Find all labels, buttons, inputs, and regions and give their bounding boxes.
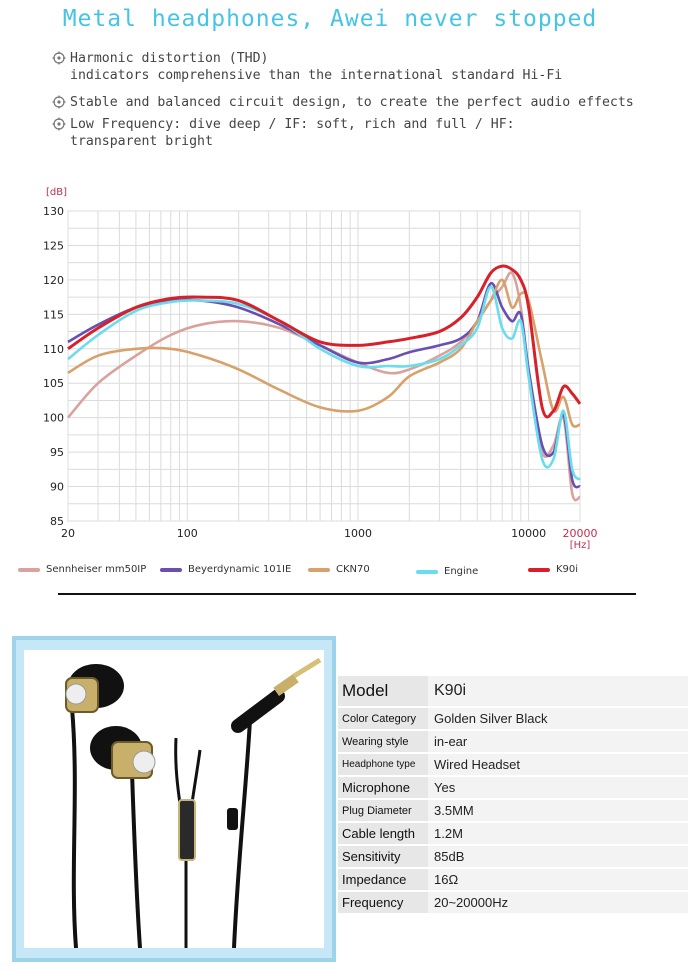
legend-swatch [308, 568, 330, 572]
spec-table [338, 674, 688, 915]
y-tick-label: 85 [50, 515, 64, 528]
legend-label: K90i [556, 564, 579, 575]
spec-value: 1.2M [428, 823, 688, 844]
y-tick-label: 105 [43, 377, 64, 391]
gear-bullet-icon [52, 51, 66, 65]
legend-item-k90i [528, 564, 578, 575]
spec-value: K90i [428, 676, 688, 706]
product-photo-frame [12, 636, 336, 962]
x-tick-label: 20000 [562, 527, 598, 540]
legend-swatch [528, 568, 550, 572]
y-tick-label: 115 [43, 308, 64, 322]
legend-item-ckn70 [308, 564, 370, 575]
spec-value: Yes [428, 777, 688, 798]
spec-row-plug [338, 800, 688, 821]
spec-row-type [338, 754, 688, 775]
spec-key: Plug Diameter [338, 800, 428, 821]
chart-grid [68, 211, 580, 521]
spec-key: Color Category [338, 708, 428, 729]
spec-key: Microphone [338, 777, 428, 798]
y-tick-label: 125 [43, 239, 64, 253]
spec-key: Frequency [338, 892, 428, 913]
y-axis-label: [dB] [46, 187, 68, 198]
earphones-illustration-icon [24, 650, 324, 948]
y-tick-label: 130 [43, 205, 64, 218]
spec-value: 85dB [428, 846, 688, 867]
page-title: Metal headphones, Awei never stopped [62, 6, 598, 32]
spec-value: 3.5MM [428, 800, 688, 821]
spec-row-impedance [338, 869, 688, 890]
feature-item-thd [52, 50, 562, 84]
spec-key: Impedance [338, 869, 428, 890]
x-tick-label: 10000 [511, 527, 547, 540]
feature-text: Stable and balanced circuit design, to create the perfect audio effects [70, 95, 634, 110]
legend-label: Engine [444, 566, 479, 577]
section-divider [58, 593, 636, 595]
spec-row-wearing [338, 731, 688, 752]
spec-value: Golden Silver Black [428, 708, 688, 729]
y-tick-label: 120 [43, 273, 64, 287]
gear-bullet-icon [52, 95, 66, 109]
legend-label: CKN70 [336, 564, 370, 575]
spec-value: 16Ω [428, 869, 688, 890]
spec-key: Model [338, 676, 428, 706]
product-photo [24, 650, 324, 948]
legend-swatch [416, 570, 438, 574]
legend-item-engine [416, 566, 478, 577]
spec-row-model [338, 676, 688, 706]
spec-value: Wired Headset [428, 754, 688, 775]
spec-row-color [338, 708, 688, 729]
x-tick-label: 100 [176, 527, 198, 540]
y-tick-label: 95 [50, 446, 64, 460]
spec-key: Headphone type [338, 754, 428, 775]
x-tick-label: 1000 [343, 527, 372, 540]
spec-row-cable [338, 823, 688, 844]
frequency-response-chart [0, 175, 700, 555]
legend-item-sennheiser [18, 564, 146, 575]
spec-key: Cable length [338, 823, 428, 844]
spec-key: Wearing style [338, 731, 428, 752]
feature-item-circuit [52, 94, 634, 111]
y-tick-label: 100 [43, 411, 64, 425]
x-axis-label: [Hz] [569, 540, 591, 551]
legend-label: Sennheiser mm50IP [46, 564, 147, 575]
y-tick-label: 90 [50, 480, 64, 494]
feature-text: Harmonic distortion (THD) indicators comprehensive than the international standard Hi-Fi [70, 51, 563, 83]
legend-swatch [18, 568, 40, 572]
feature-text: Low Frequency: dive deep / IF: soft, rich and full / HF: transparent bright [70, 117, 515, 149]
x-tick-label: 20 [61, 527, 75, 540]
spec-row-microphone [338, 777, 688, 798]
spec-value: 20~20000Hz [428, 892, 688, 913]
legend-label: Beyerdynamic 101IE [188, 564, 292, 575]
legend-item-beyerdynamic [160, 564, 291, 575]
spec-row-frequency [338, 892, 688, 913]
spec-value: in-ear [428, 731, 688, 752]
y-tick-label: 110 [43, 342, 64, 356]
spec-row-sensitivity [338, 846, 688, 867]
feature-item-frequency [52, 116, 515, 150]
spec-key: Sensitivity [338, 846, 428, 867]
gear-bullet-icon [52, 117, 66, 131]
legend-swatch [160, 568, 182, 572]
